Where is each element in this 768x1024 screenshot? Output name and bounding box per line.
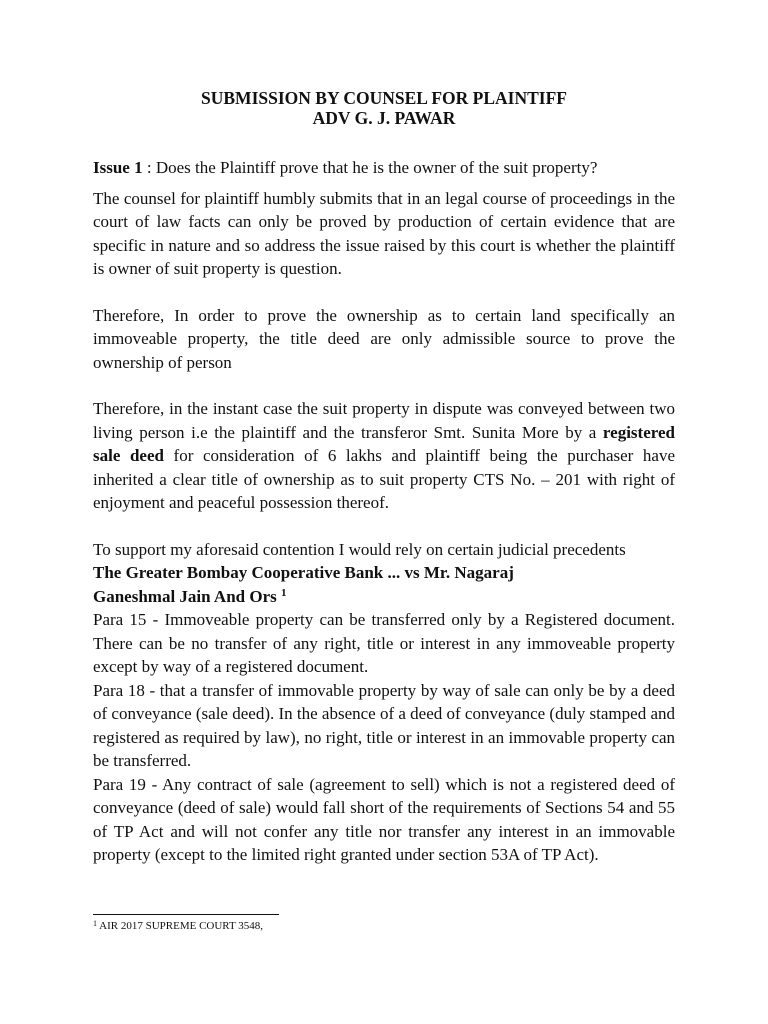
case-title-line-1: The Greater Bombay Cooperative Bank ... vs Mr. Nagaraj: [93, 563, 514, 582]
para-18-text: - that a transfer of immovable property by way of sale can only be by a deed of conveyance (sale deed). In the absence of a deed of conveyance (duly stamped and registered as required by law), no right, title or interest in an immovable property can be transferred.: [93, 680, 675, 770]
instant-case-bold: registered sale deed: [93, 422, 675, 465]
paragraph-precedents-intro: To support my aforesaid contention I would rely on certain judicial precedents: [93, 539, 626, 559]
issue-label: Issue 1: [93, 158, 143, 177]
instant-case-text-start: Therefore, in the instant case the suit property in dispute was conveyed between two living person i.e the plaintiff and the transferor Smt. Sunita More by a: [93, 399, 675, 442]
para-15: [93, 608, 675, 679]
paragraph-ownership: Therefore, In order to prove the ownership as to certain land specifically an immoveable property, the title deed are only admissible source to prove the ownership of person: [93, 305, 675, 372]
footnote-text: AIR 2017 SUPREME COURT 3548,: [97, 920, 263, 932]
case-title-parties: Ganeshmal Jain And Ors: [93, 586, 277, 606]
issue-line: [93, 156, 675, 180]
para-19-label: Para 19: [93, 774, 146, 794]
instant-case-text-end: for consideration of 6 lakhs and plaintiff being the purchaser have inherited a clear title of ownership as to suit property CTS No. – 201 with right of enjoyment and peaceful possession thereof.: [93, 446, 675, 512]
case-citation: [93, 561, 675, 608]
footnote-reference: 1: [281, 586, 287, 599]
paragraph-counsel-submission: The counsel for plaintiff humbly submits that in an legal course of proceedings in the court of law facts can only be proved by production of certain evidence that are specific in nature and so address the issue raised by this court is whether the plaintiff is owner of suit property is question.: [93, 188, 675, 278]
paragraph-instant-case: [93, 397, 675, 515]
footnote: [93, 920, 263, 933]
footnote-mark: 1: [93, 919, 97, 928]
para-18: [93, 679, 675, 773]
para-19-text: - Any contract of sale (agreement to sell) which is not a registered deed of conveyance (deed of sale) would fall short of the requirements of Sections 54 and 55 of TP Act and will not confer any title nor transfer any interest in an immovable property (except to the limited right granted under section 53A of TP Act).: [93, 774, 675, 864]
document-heading: [0, 88, 768, 128]
document-body: [93, 156, 675, 867]
para-15-text: - Immoveable property can be transferred only by a Registered document. There can be no transfer of any right, title or interest in any immoveable property except by way of a registered document.: [93, 610, 675, 676]
case-title-line-2: [93, 585, 675, 609]
para-15-label: Para 15: [93, 610, 147, 629]
para-19: [93, 773, 675, 867]
heading-title: SUBMISSION BY COUNSEL FOR PLAINTIFF: [201, 88, 567, 108]
footnote-divider: [93, 914, 279, 915]
heading-counsel: ADV G. J. PAWAR: [312, 108, 456, 128]
para-18-label: Para 18: [93, 680, 145, 700]
issue-text: : Does the Plaintiff prove that he is the owner of the suit property?: [142, 158, 598, 177]
